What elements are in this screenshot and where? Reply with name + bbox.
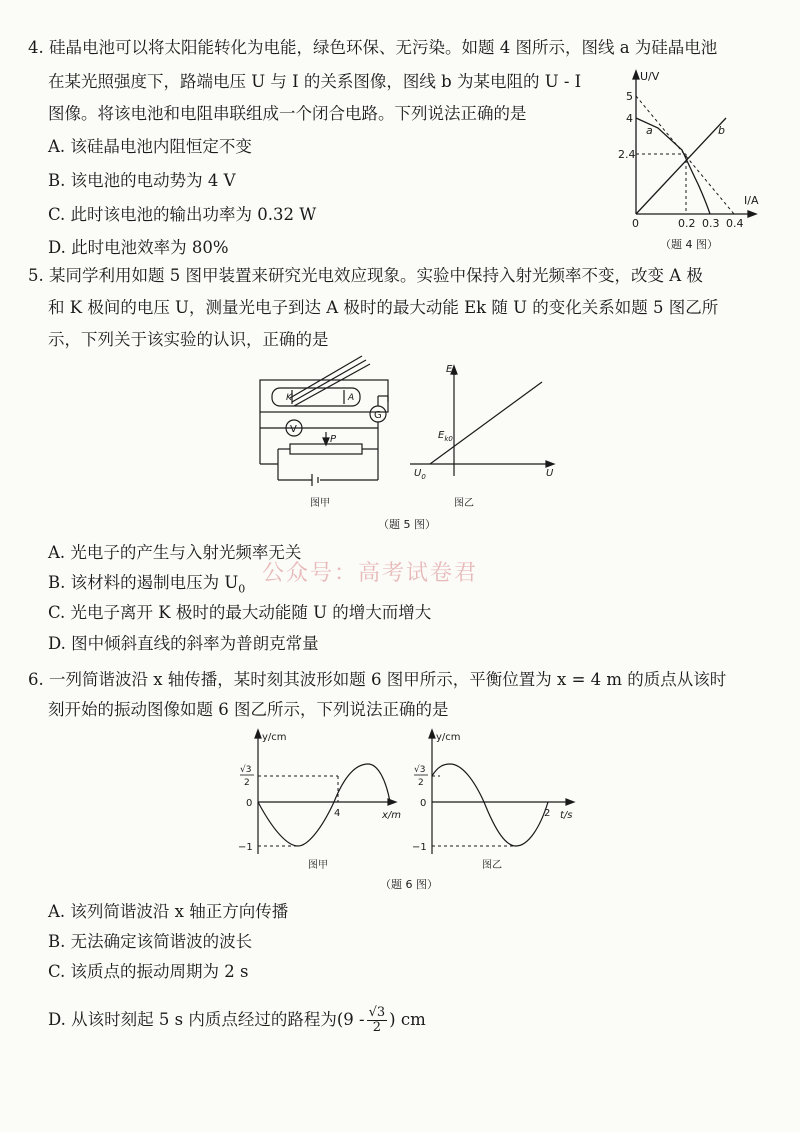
q6-option-a: A. 该列简谐波沿 x 轴正方向传播: [48, 902, 289, 921]
q4-curve-a-label: a: [646, 124, 653, 137]
q5-p-label: P: [330, 434, 337, 445]
q5-u-label: U: [546, 468, 554, 479]
q6-jia-zero: 0: [246, 798, 253, 809]
q6-jia-neg1: −1: [238, 842, 253, 853]
q5-line-1: 5. 某同学利用如题 5 图甲装置来研究光电效应现象。实验中保持入射光频率不变，改变 A 极: [28, 266, 703, 285]
q5-option-c: C. 光电子离开 K 极时的最大动能随 U 的增大而增大: [48, 603, 432, 622]
q4-ytick-5: 5: [626, 90, 633, 103]
q4-xtick-0: 0: [632, 217, 639, 230]
q5-v-label: V: [290, 424, 297, 435]
q4-line-1: 4. 硅晶电池可以将太阳能转化为电能，绿色环保、无污染。如题 4 图所示，图线 a 为硅晶电池: [28, 38, 718, 57]
q4-ytick-4: 4: [626, 112, 633, 125]
q6-jia-label: 图甲: [308, 860, 328, 871]
q5-jia-label: 图甲: [310, 498, 330, 509]
q4-line-b-label: b: [718, 124, 725, 137]
q5-option-d: D. 图中倾斜直线的斜率为普朗克常量: [48, 634, 319, 653]
q4-xlabel: I/A: [744, 194, 759, 207]
q6-yi-sqrt3: √3: [414, 765, 426, 775]
q6-jia-x4: 4: [334, 808, 341, 819]
q4-xtick-0.4: 0.4: [726, 217, 744, 230]
q6-caption: （题 6 图）: [380, 878, 438, 891]
q5-k-label: K: [286, 393, 292, 403]
q5-g-label: G: [374, 410, 382, 421]
q5-a-label: A: [348, 393, 355, 403]
q4-option-b: B. 该电池的电动势为 4 V: [48, 171, 236, 190]
q4-line-3: 图像。将该电池和电阻串联组成一个闭合电路。下列说法正确的是: [48, 104, 527, 123]
q5-u0-label: $U_0$: [414, 468, 426, 481]
q6-yi-xlabel: t/s: [560, 810, 573, 821]
q5-ek0-label: $E_{k0}$: [438, 430, 453, 443]
q6-jia-two: 2: [244, 778, 250, 788]
q6-option-b: B. 无法确定该简谐波的波长: [48, 932, 253, 951]
q6-jia-ylabel: y/cm: [262, 732, 287, 743]
q4-option-c: C. 此时该电池的输出功率为 0.32 W: [48, 205, 317, 224]
watermark-text: 公众号：高考试卷君: [262, 561, 479, 586]
q4-option-d: D. 此时电池效率为 80%: [48, 238, 229, 257]
q4-line-2: 在某光照强度下，路端电压 U 与 I 的关系图像，图线 b 为某电阻的 U - I: [48, 72, 582, 91]
q4-xtick-0.2: 0.2: [678, 217, 696, 230]
q6-yi-t2: 2: [544, 808, 551, 819]
q4-figure: [610, 66, 790, 258]
q5-caption: （题 5 图）: [378, 518, 436, 531]
q5-figure: [250, 352, 560, 537]
q6-jia-xlabel: x/m: [382, 810, 402, 821]
q6-yi-zero: 0: [420, 798, 427, 809]
q4-option-a: A. 该硅晶电池内阻恒定不变: [48, 137, 252, 156]
q6-option-c: C. 该质点的振动周期为 2 s: [48, 962, 249, 981]
q5-option-a: A. 光电子的产生与入射光频率无关: [48, 543, 302, 562]
q6-yi-label: 图乙: [482, 860, 502, 871]
q6-line-1: 6. 一列简谐波沿 x 轴传播，某时刻其波形如题 6 图甲所示，平衡位置为 x = 4 m 的质点从该时: [28, 670, 727, 689]
q5-ek-label: $E_k$: [446, 364, 457, 377]
q6-yi-ylabel: y/cm: [436, 732, 461, 743]
q5-option-b: B. 该材料的遏制电压为 $U_0$: [48, 573, 246, 596]
q6-yi-two: 2: [418, 778, 424, 788]
q6-option-d: D. 从该时刻起 5 s 内质点经过的路程为(9 - $\frac{√3}{2}$ ) cm: [48, 1005, 426, 1035]
q4-xtick-0.3: 0.3: [702, 217, 720, 230]
q5-yi-label: 图乙: [454, 498, 474, 509]
q5-line-3: 示，下列关于该实验的认识，正确的是: [48, 330, 329, 349]
q6-jia-sqrt3: √3: [240, 765, 252, 775]
q4-ytick-2.4: 2.4: [618, 148, 636, 161]
q4-caption: （题 4 图）: [660, 238, 718, 251]
q4-ylabel: U/V: [640, 70, 660, 83]
q6-figure: [230, 728, 590, 896]
q6-line-2: 刻开始的振动图像如题 6 图乙所示，下列说法正确的是: [48, 700, 449, 719]
q5-line-2: 和 K 极间的电压 U，测量光电子到达 A 极时的最大动能 Ek 随 U 的变化关系如题 5 图乙所: [48, 298, 719, 317]
q6-yi-neg1: −1: [412, 842, 427, 853]
